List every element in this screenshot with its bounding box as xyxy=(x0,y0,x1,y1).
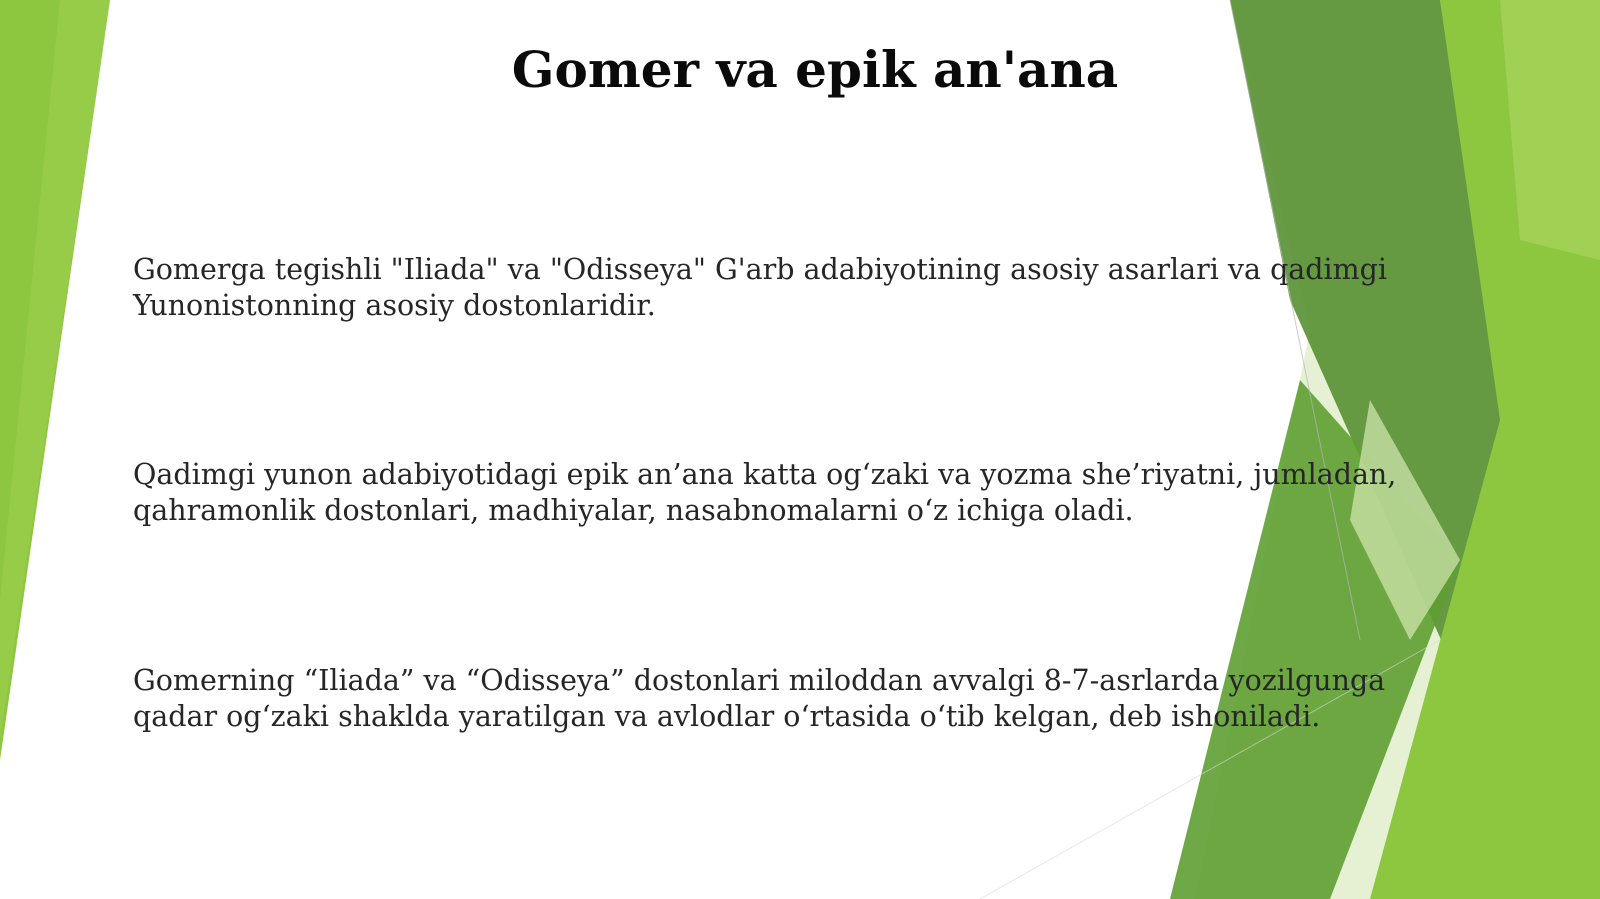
slide-title: Gomer va epik an'ana xyxy=(511,40,1119,99)
paragraph-3: Gomerning “Iliada” va “Odisseya” dostonlari miloddan avvalgi 8-7-asrlarda yozilgunga qadar og‘zaki shaklda yaratilgan va avlodlar o‘rtasida o‘tib kelgan, deb ishoniladi. xyxy=(133,664,1386,733)
paragraph-2: Qadimgi yunon adabiyotidagi epik an’ana katta og‘zaki va yozma she’riyatni, jumladan, qahramonlik dostonlari, madhiyalar, nasabnomalarni o‘z ichiga oladi. xyxy=(133,458,1397,527)
paragraph-1: Gomerga tegishli "Iliada" va "Odisseya" G'arb adabiyotining asosiy asarlari va qadimgi Yunonistonning asosiy dostonlaridir. xyxy=(133,253,1388,322)
